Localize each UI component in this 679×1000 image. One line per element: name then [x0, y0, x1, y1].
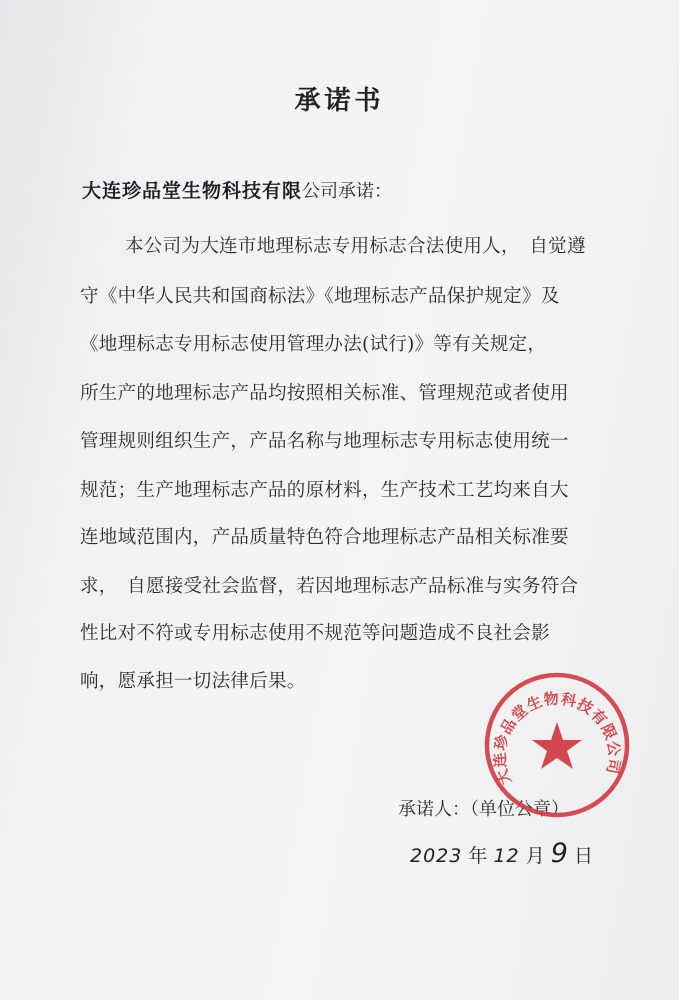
body-line: 《地理标志专用标志使用管理办法(试行)》等有关规定， [80, 334, 547, 355]
body-line: 守《中华人民共和国商标法》《地理标志产品保护规定》及 [80, 286, 560, 307]
body-line: 连地域范围内，产品质量特色符合地理标志产品相关标准要 [80, 527, 569, 548]
body-line: 求， 自愿接受社会监督，若因地理标志产品标准与实务符合 [80, 576, 579, 597]
date-year-label: 年 [468, 845, 488, 867]
star-icon [532, 722, 582, 769]
date-day-label: 日 [574, 845, 594, 867]
body-line: 规范；生产地理标志产品的原材料，生产技术工艺均来自大 [80, 480, 569, 501]
body-line: 响，愿承担一切法律后果。 [80, 671, 306, 692]
signature-date [410, 838, 593, 869]
body-line: 本公司为大连市地理标志专用标志合法使用人， 自觉遵 [125, 236, 586, 257]
body-line: 所生产的地理标志产品均按照相关标准、管理规范或者使用 [80, 383, 569, 404]
addressee-suffix: 公司承诺： [302, 181, 393, 202]
company-seal [482, 670, 632, 820]
date-month-label: 月 [525, 845, 545, 867]
addressee-company-handwritten: 大连珍品堂生物科技有限 [82, 180, 303, 202]
document-title: 承诺书 [294, 86, 385, 116]
seal-text-path: 大连珍品堂生物科技有限公司 [490, 689, 624, 788]
date-month: 12 [493, 845, 520, 867]
body-line: 管理规则组织生产，产品名称与地理标志专用标志使用统一 [80, 431, 569, 452]
date-year: 2023 [410, 845, 463, 867]
signer-label: 承诺人：（单位公章） [398, 799, 569, 820]
body-line: 性比对不符或专用标志使用不规范等问题造成不良社会影 [80, 623, 551, 644]
addressee-line [82, 176, 392, 203]
date-day: 9 [550, 838, 568, 869]
